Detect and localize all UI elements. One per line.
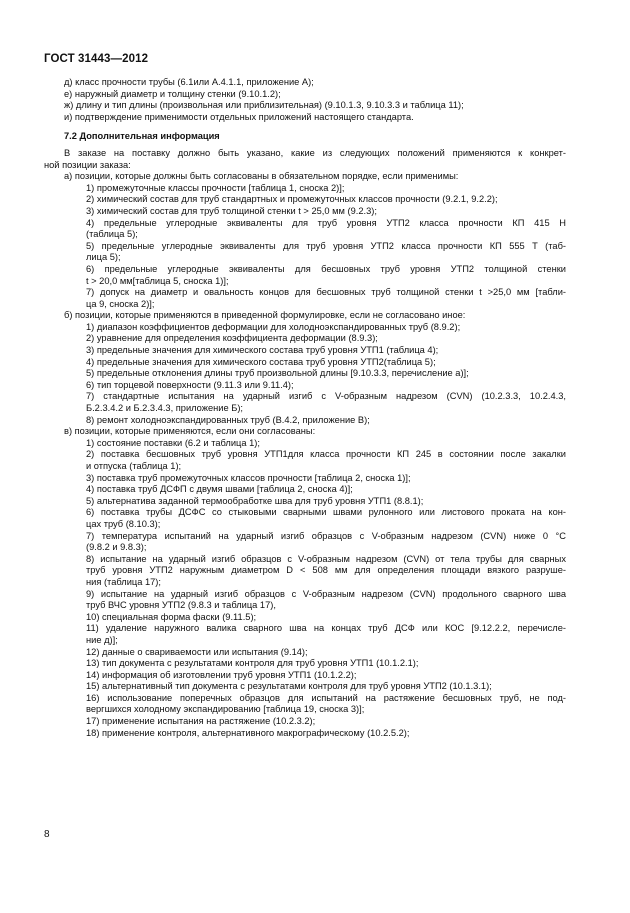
text-line: 3) поставка труб промежуточных классов прочности [таблица 2, сноска 1)]; [86, 472, 411, 483]
text-line: 9) испытание на ударный изгиб образцов с V-образным надрезом (CVN) продольного сварного шва [86, 588, 566, 599]
text-line: 6) тип торцевой поверхности (9.11.3 или 9.11.4); [86, 379, 294, 390]
section-heading: 7.2 Дополнительная информация [64, 131, 220, 142]
text-line: В заказе на поставку должно быть указано, какие из следующих положений применяются к конкрет- [64, 147, 566, 158]
text-line: 7) допуск на диаметр и овальность концов для бесшовных труб толщиной стенки t >25,0 мм [табли- [86, 287, 566, 298]
text-line: 14) информация об изготовлении труб уровня УТП1 (10.1.2.2); [86, 669, 357, 680]
document-body [44, 77, 566, 739]
text-line: 4) предельные углеродные эквиваленты для труб уровня УТП2 класса прочности КП 415 Н [86, 217, 566, 228]
text-line: д) класс прочности трубы (6.1или А.4.1.1, приложение А); [64, 77, 314, 87]
text-line: ца 9, сноска 2)]; [86, 298, 155, 309]
text-line: Б.2.3.4.2 и Б.2.3.4.3, приложение Б); [86, 403, 243, 414]
text-line: ния (таблица 17); [86, 576, 161, 587]
text-line: 1) диапазон коэффициентов деформации для холодноэкспандированных труб (8.9.2); [86, 321, 461, 332]
text-line: (таблица 5); [86, 229, 138, 240]
text-line: 2) уравнение для определения коэффициента деформации (8.9.3); [86, 333, 378, 344]
text-line: 4) поставка труб ДСФП с двумя швами [таблица 2, сноска 4)]; [86, 484, 353, 495]
text-line: 8) испытание на ударный изгиб образцов с V-образным надрезом (CVN) от тела трубы для сварных [86, 553, 566, 564]
text-line: цах труб (8.10.3); [86, 518, 161, 529]
text-line: и) подтверждение применимости отдельных приложений настоящего стандарта. [64, 111, 414, 122]
text-line: 1) состояние поставки (6.2 и таблица 1); [86, 437, 260, 448]
text-line: ние д)]; [86, 634, 118, 645]
text-line: 2) поставка бесшовных труб уровня УТП1для класса прочности КП 245 в состоянии после закалки [86, 449, 566, 460]
text-line: t > 20,0 мм[таблица 5, сноска 1)]; [86, 275, 229, 286]
text-line: ж) длину и тип длины (произвольная или приблизительная) (9.10.1.3, 9.10.3.3 и таблица 11); [64, 100, 464, 111]
text-line: 4) предельные значения для химического состава труб уровня УТП2(таблица 5); [86, 356, 436, 367]
text-line: 5) предельные углеродные эквиваленты для труб уровня УТП2 класса прочности КП 555 Т (таб- [86, 240, 566, 251]
text-line: а) позиции, которые должны быть согласованы в обязательном порядке, если применимы: [64, 171, 459, 182]
text-line: 7) температура испытаний на ударный изгиб образцов с V-образным надрезом (CVN) ниже 0 °С [86, 530, 566, 541]
text-line: е) наружный диаметр и толщину стенки (9.10.1.2); [64, 88, 281, 99]
text-line: 6) поставка трубы ДСФС со стыковыми сварными швами рулонного или листового проката на кон- [86, 507, 566, 518]
text-line: 17) применение испытания на растяжение (10.2.3.2); [86, 716, 316, 727]
text-line: 5) альтернатива заданной термообработке шва для труб уровня УТП1 (8.8.1); [86, 495, 424, 506]
text-line: 10) специальная форма фаски (9.11.5); [86, 611, 257, 622]
text-line: 8) ремонт холодноэкспандированных труб (В.4.2, приложение В); [86, 414, 370, 425]
text-line: 13) тип документа с результатами контроля для труб уровня УТП1 (10.1.2.1); [86, 658, 419, 669]
text-line: в) позиции, которые применяются, если они согласованы: [64, 426, 316, 437]
page-number: 8 [44, 829, 50, 840]
text-line: ной позиции заказа: [44, 159, 131, 170]
text-line: 5) предельные отклонения длины труб произвольной длины [9.10.3.3, перечисление а)]; [86, 368, 469, 379]
text-line: 12) данные о свариваемости или испытания (9.14); [86, 646, 308, 657]
text-line: труб ВЧС уровня УТП2 (9.8.3 и таблица 17), [86, 600, 276, 611]
text-line: 7) стандартные испытания на ударный изгиб с V-образным надрезом (CVN) (10.2.3.3, 10.2.4.3, [86, 391, 566, 402]
text-line: и отпуска (таблица 1); [86, 461, 182, 471]
text-line: 3) предельные значения для химического состава труб уровня УТП1 (таблица 4); [86, 345, 439, 356]
text-line: вергшихся холодному экспандированию [таблица 19, сноска 3)]; [86, 704, 365, 715]
text-line: лица 5); [86, 252, 121, 263]
text-line: 2) химический состав для труб стандартных и промежуточных классов прочности (9.2.1, 9.2.2); [86, 194, 498, 205]
text-line: 1) промежуточные классы прочности [таблица 1, сноска 2)]; [86, 182, 345, 193]
text-line: труб уровня УТП2 наружным диаметром D < 508 мм для определения площади вязкого разруше- [86, 565, 566, 576]
text-line: 11) удаление наружного валика сварного шва на концах труб ДСФ или КОС [9.12.2.2, перечисле- [86, 623, 566, 634]
text-line: 16) использование поперечных образцов для испытаний на растяжение бесшовных труб, не под- [86, 692, 566, 703]
text-line: (9.8.2 и 9.8.3); [86, 542, 147, 553]
text-line: 3) химический состав для труб толщиной стенки t > 25,0 мм (9.2.3); [86, 205, 377, 216]
text-line: 18) применение контроля, альтернативного макрографическому (10.2.5.2); [86, 727, 410, 738]
text-line: 6) предельные углеродные эквиваленты для бесшовных труб уровня УТП2 толщиной стенки [86, 263, 566, 274]
page-header: ГОСТ 31443—2012 [44, 53, 149, 65]
text-line: б) позиции, которые применяются в приведенной формулировке, если не согласовано иное: [64, 310, 466, 321]
text-line: 15) альтернативный тип документа с результатами контроля для труб уровня УТП2 (10.1.3.1); [86, 681, 492, 692]
